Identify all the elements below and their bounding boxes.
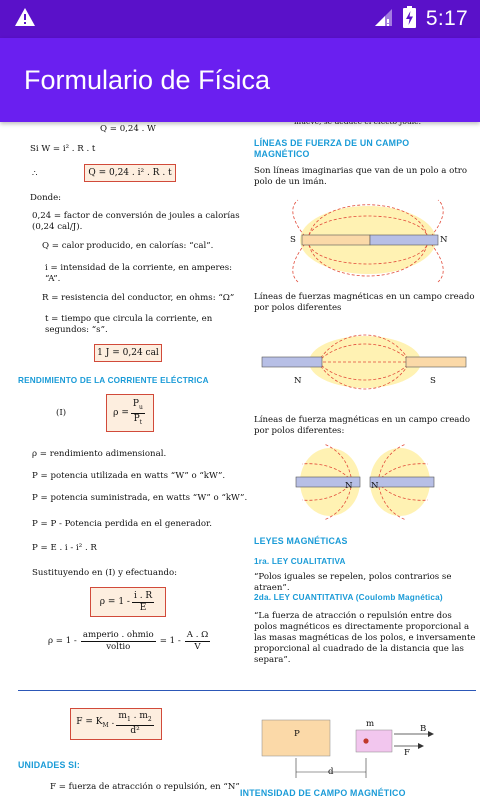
boxed-coulomb: $F = K_M$ . $\frac{m_1 . m_2}{\text{d²}}$ [70,708,162,740]
ley1-text: “Polos iguales se repelen, polos contrarios se atraen”. [254,572,452,593]
app-title: Formulario de Física [24,64,271,95]
def-q: Q = calor producido, en calorías: “cal”. [42,241,214,251]
status-bar [0,0,480,38]
unit-den-1: voltio [106,642,131,652]
rho-one: ρ = 1 - [99,596,130,607]
eq-units: ρ = 1 - $\frac{\text{amperio . ohmio}}{\text{voltio}}$ = 1 - $\frac{A . \Omega}{V}$ [48,630,209,652]
rho-num: i . R [133,590,153,601]
signal-icon [373,7,393,32]
fig4-m-label: m [366,719,375,729]
def-factor: 0,24 = factor de conversión de joules a calorías (0,24 cal/J). [32,211,240,232]
def-pp: P = P - Potencia perdida en el generador. [32,519,212,529]
def-i: i = intensidad de la corriente, en amperes: “A”. [45,263,232,284]
fig3-n1-label: N [345,481,353,491]
lineas-creado-text: Líneas de fuerzas magnéticas en un campo creado por polos diferentes [254,292,475,313]
page-divider [18,690,476,691]
fig4-p-label: P [294,729,300,739]
donde-label: Donde: [30,193,62,203]
heading-leyes: LEYES MAGNÉTICAS [254,536,348,546]
heading-ley1: 1ra. LEY CUALITATIVA [254,557,346,566]
fig4-b-label: B [420,724,427,734]
boxed-formula-q-text: Q = 0,24 . i² . R . t [88,167,172,178]
eq-label-i: (I) [56,408,67,418]
boxed-joule-text: 1 J = 0,24 cal [97,347,159,358]
def-pt: P = potencia suministrada, en watts “W” o “kW”. [32,493,248,503]
fig2-n-label: N [294,376,302,386]
warning-icon [14,7,36,32]
therefore-symbol: ∴ [32,169,38,179]
boxed-joule [94,344,162,362]
heading-lineas: LÍNEAS DE FUERZA DE UN CAMPO MAGNÉTICO [254,138,410,159]
heading-ley2: 2da. LEY CUANTITATIVA (Coulomb Magnética) [254,593,443,602]
battery-charging-icon [403,6,416,33]
fig2-s-label: S [430,376,436,386]
eq-pu: P = E . i - i² . R [32,543,97,553]
bar-magnet-figure [288,198,458,286]
opposite-poles-figure [260,330,470,392]
document-page[interactable] [0,122,480,800]
def-t: t = tiempo que circula la corriente, en segundos: “s”. [45,314,213,335]
def-f: F = fuerza de atracción o repulsión, en “N” [50,782,240,792]
fig4-d-label: d [328,767,334,777]
boxed-rho-ir [90,587,166,617]
fig4-f-label: F [404,748,410,758]
fig3-n2-label: N [371,481,379,491]
def-r: R = resistencia del conductor, en ohms: “Ω” [42,293,235,303]
heading-rendimiento: RENDIMIENTO DE LA CORRIENTE ELÉCTRICA [18,376,209,385]
sustituyendo-text: Sustituyendo en (I) y efectuando: [32,568,178,578]
status-time: 5:17 [425,7,468,30]
ley2-text: “La fuerza de atracción o repulsión entre dos polos magnéticos es directamente proporcional a las masas magnéticas de los polos, e inversamente proporcional al cuadrado de la distancia que las separa”. [254,611,476,665]
heading-intensidad: INTENSIDAD DE CAMPO MAGNÉTICO [240,788,406,798]
eq-si-w: Si W = i² . R . t [30,144,96,154]
app-bar [0,38,480,122]
fig1-n-label: N [440,235,448,245]
lineas-text: Son líneas imaginarias que van de un polo a otro polo de un imán. [254,166,468,187]
rho-den: E [139,602,147,613]
unit-num-2: A . Ω [186,630,209,640]
def-pu: P = potencia utilizada en watts “W” o “kW”. [32,471,226,481]
like-poles-figure [294,442,436,522]
lineas-creado2-text: Líneas de fuerza magnéticas en un campo creado por polos diferentes: [254,415,471,436]
eq-q-w: Q = 0,24 . W [100,124,156,134]
heading-unidades: UNIDADES SI: [18,760,81,770]
boxed-rho: ρ = $\frac{P_u}{P_t}$ [106,394,154,432]
field-intensity-figure [260,712,460,780]
fig1-s-label: S [290,235,296,245]
def-rho: ρ = rendimiento adimensional. [32,449,167,459]
unit-num-1: amperio . ohmio [82,630,154,640]
unit-den-2: V [194,642,201,652]
boxed-formula-q [84,164,176,182]
